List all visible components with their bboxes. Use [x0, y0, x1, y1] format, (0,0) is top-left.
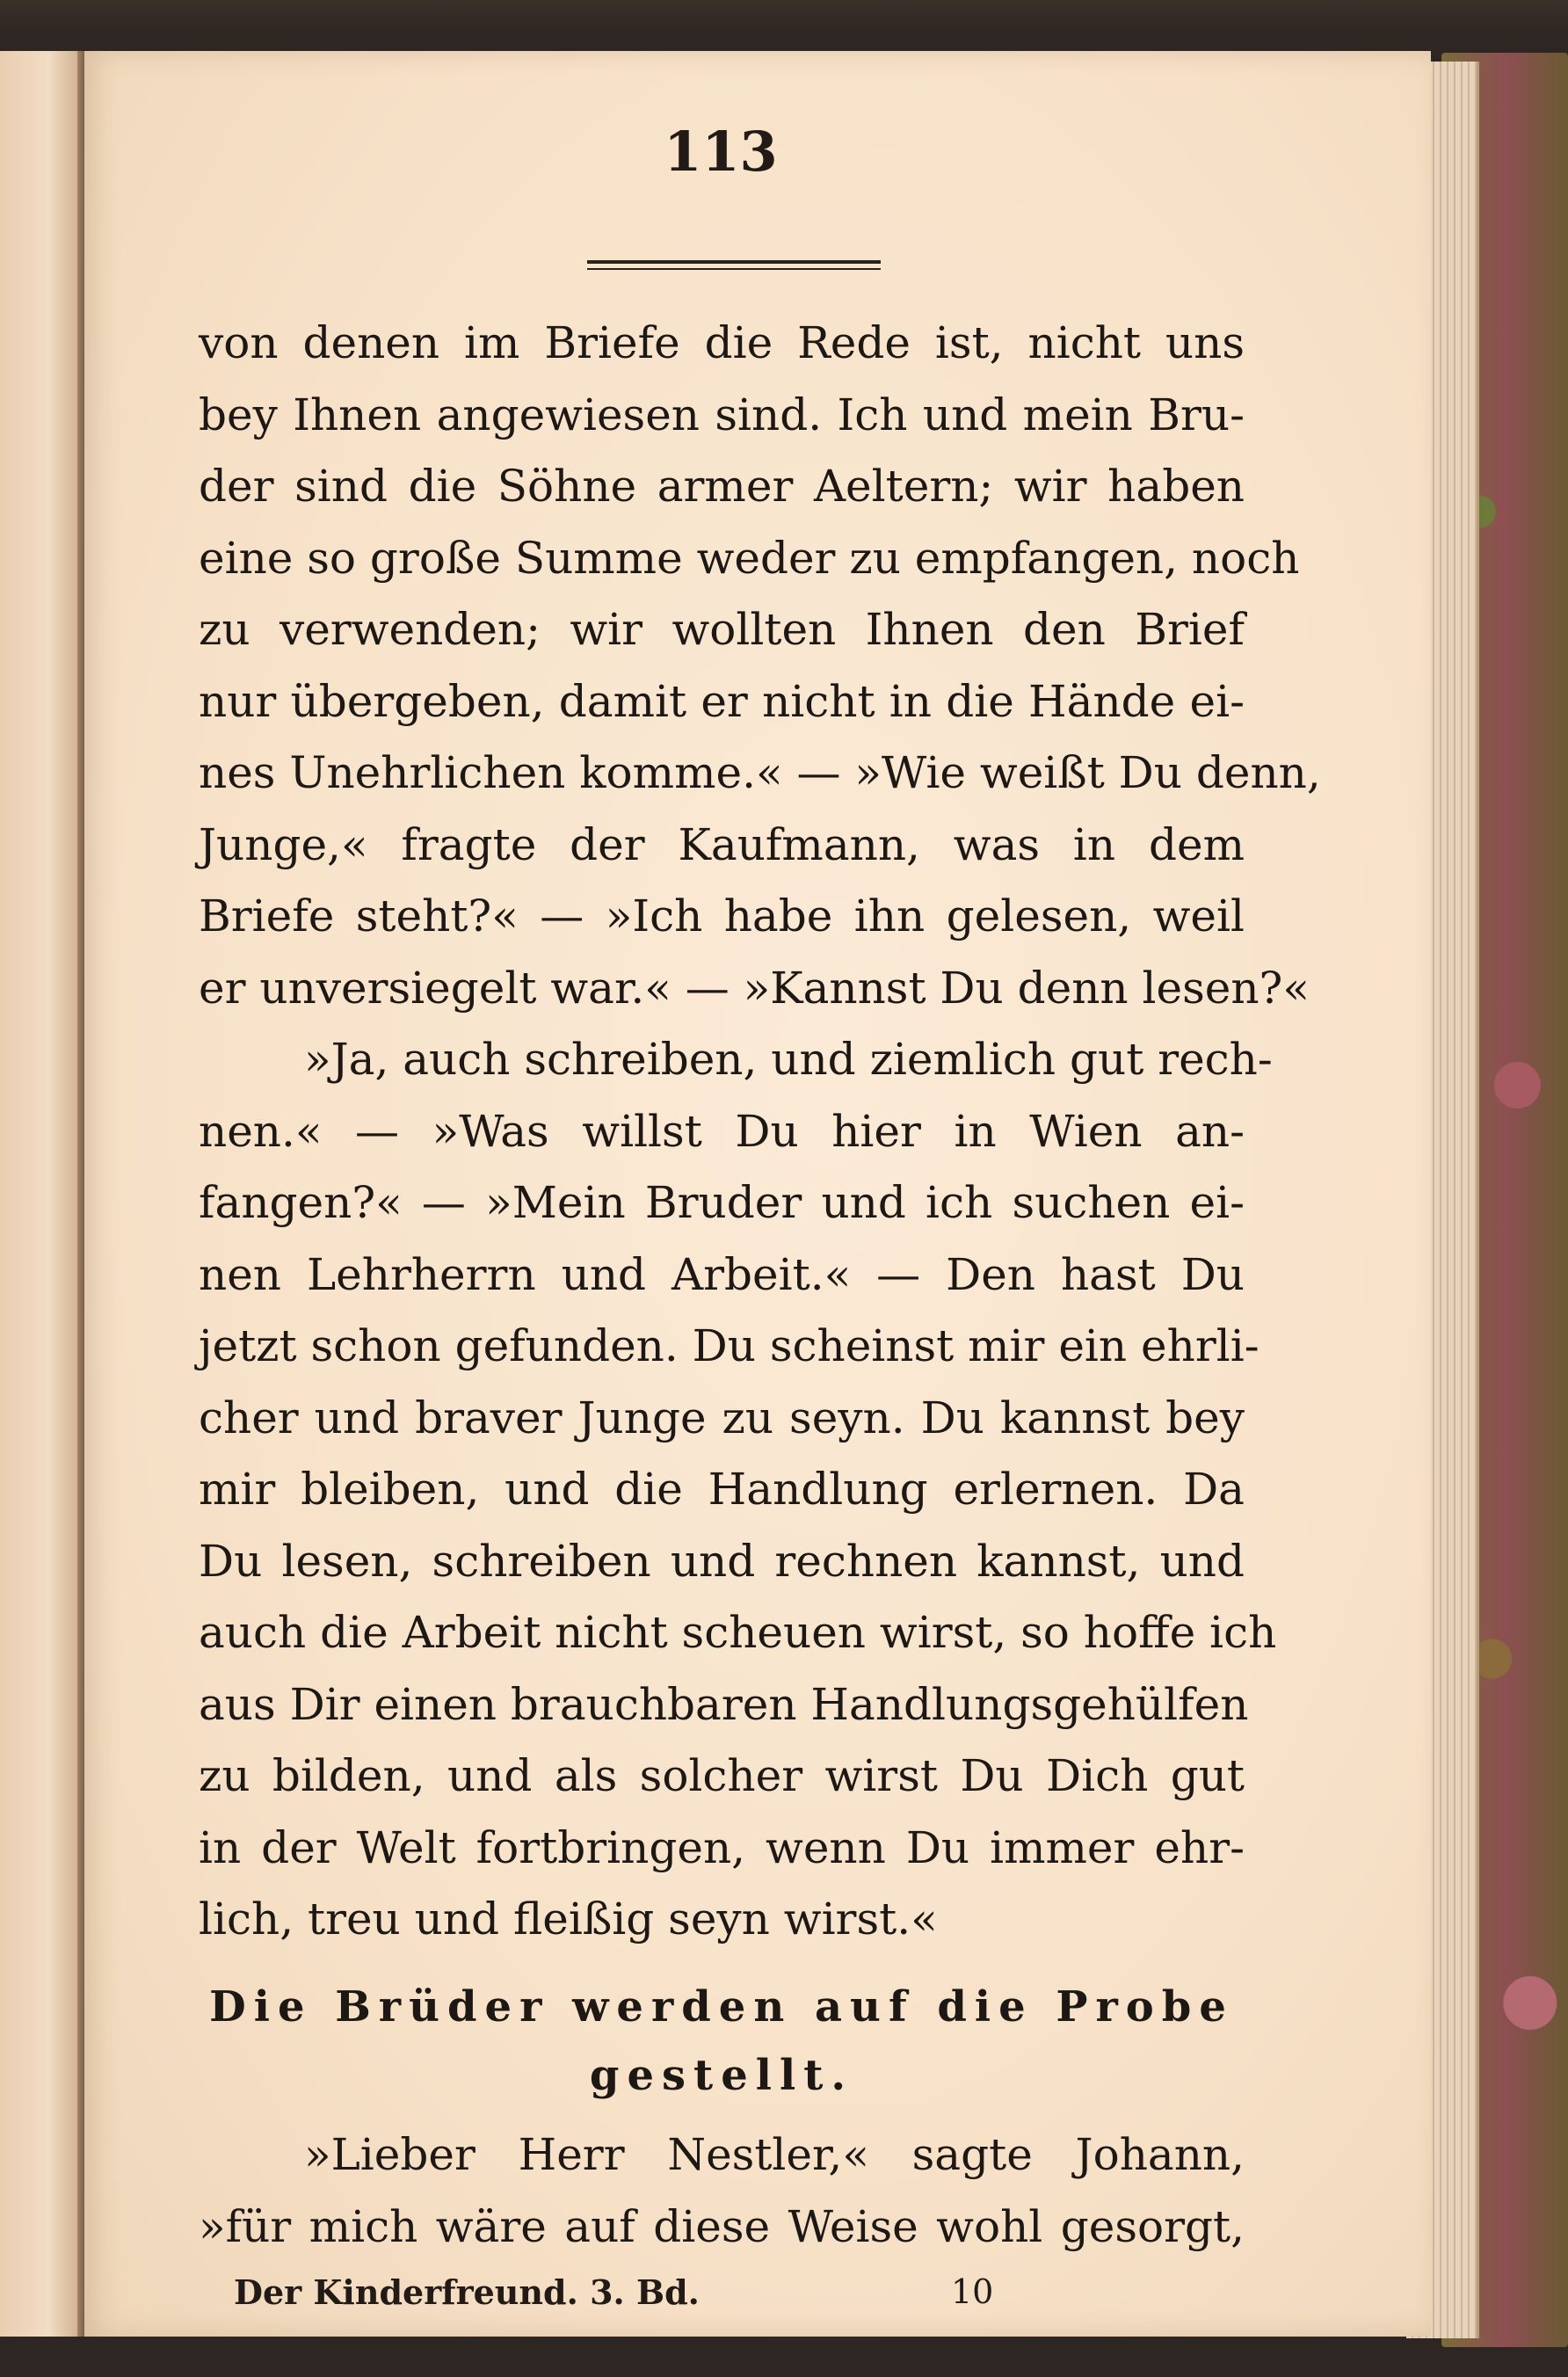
text-line: Junge,« fragte der Kaufmann, was in dem	[199, 818, 1245, 870]
text-line: mir bleiben, und die Handlung erlernen. Da	[199, 1464, 1245, 1515]
body-text	[199, 308, 1321, 1956]
text-line: jetzt schon gefunden. Du scheinst mir ein ehrli-	[199, 1320, 1259, 1371]
text-line: von denen im Briefe die Rede ist, nicht uns	[199, 317, 1245, 368]
text-line: eine so große Summe weder zu empfangen, noch	[199, 532, 1300, 584]
text-line: »für mich wäre auf diese Weise wohl gesorgt,	[199, 2200, 1245, 2252]
section-heading: Die Brüder werden auf die Probe	[209, 1982, 1234, 2032]
footer-sheet-number: 10	[951, 2272, 994, 2311]
text-line: in der Welt fortbringen, wenn Du immer ehr-	[199, 1821, 1245, 1873]
text-line: nur übergeben, damit er nicht in die Hände ei-	[199, 675, 1245, 727]
text-line: zu bilden, und als solcher wirst Du Dich gut	[199, 1750, 1245, 1801]
text-line: »Ja, auch schreiben, und ziemlich gut rech-	[304, 1034, 1273, 1085]
page-number: 113	[664, 120, 778, 184]
text-line: fangen?« — »Mein Bruder und ich suchen ei-	[199, 1177, 1245, 1228]
text-line: cher und braver Junge zu seyn. Du kannst bey	[199, 1392, 1245, 1443]
text-line: nen Lehrherrn und Arbeit.« — Den hast Du	[199, 1248, 1245, 1300]
text-line: »Lieber Herr Nestler,« sagte Johann,	[304, 2129, 1245, 2180]
text-line: auch die Arbeit nicht scheuen wirst, so hoffe ich	[199, 1607, 1277, 1658]
header-rule	[587, 260, 881, 270]
section-heading-continued: gestellt.	[589, 2051, 854, 2100]
text-line: aus Dir einen brauchbaren Handlungsgehülfen	[199, 1678, 1249, 1730]
text-line: Briefe steht?« — »Ich habe ihn gelesen, weil	[199, 890, 1245, 941]
text-line: nen.« — »Was willst Du hier in Wien an-	[199, 1105, 1245, 1157]
text-line: lich, treu und fleißig seyn wirst.«	[199, 1894, 938, 1944]
text-line: nes Unehrlichen komme.« — »Wie weißt Du denn,	[199, 747, 1321, 798]
left-page-edge	[0, 51, 81, 2337]
text-line: bey Ihnen angewiesen sind. Ich und mein Bru-	[199, 389, 1245, 440]
text-line: Du lesen, schreiben und rechnen kannst, und	[199, 1535, 1245, 1587]
text-line: der sind die Söhne armer Aeltern; wir haben	[199, 461, 1245, 512]
paragraph-continuation	[199, 2119, 1245, 2262]
text-line: er unversiegelt war.« — »Kannst Du denn lesen?«	[199, 962, 1310, 1014]
text-line: zu verwenden; wir wollten Ihnen den Brief	[199, 604, 1245, 655]
footer-signature: Der Kinderfreund. 3. Bd.	[234, 2272, 700, 2312]
